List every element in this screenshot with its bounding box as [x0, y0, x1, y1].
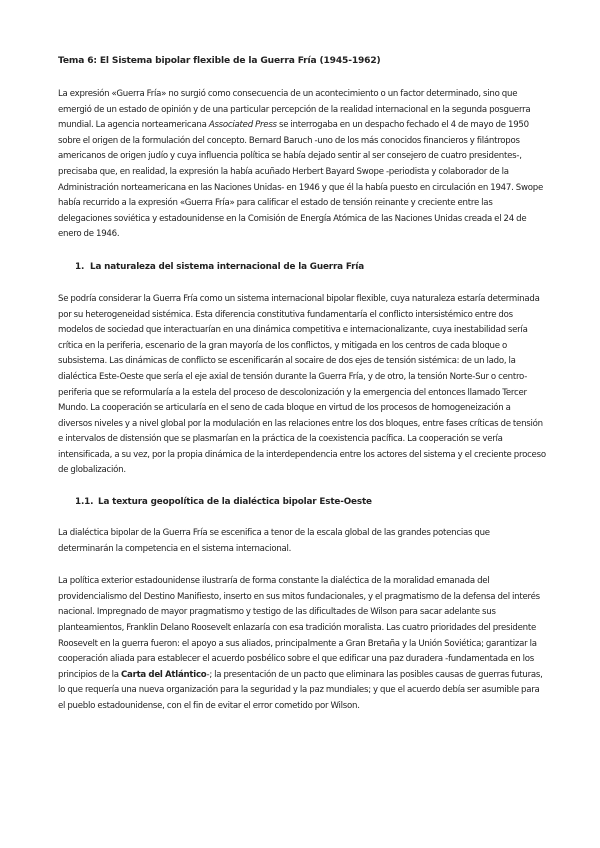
section-1-1-heading-text: La textura geopolítica de la dialéctica bipolar Este-Oeste	[98, 497, 372, 508]
intro-text-part2: se interrogaba en un despacho fechado el 4 de mayo de 1950 sobre el origen de la formulación del concepto. Bernard Baruch -uno de los más conocidos financieros y filántropos americanos de origen judío y cuya influencia política se había dejado sentir al ser consejero de cuatro presidentes-, precisaba que, en realidad, la expresión la había acuñado Herbert Bayard Swope -periodista y colaborador de la Administración norteamericana en las Naciones Unidas- en 1946 y que él la había puesto en circulación en 1947. Swope había recurrido a la expresión «Guerra Fría» para calificar el estado de tensión reinante y creciente entre las delegaciones soviética y estadounidense en la Comisión de Energía Atómica de las Naciones Unidas creada el 24 de enero de 1946.	[58, 120, 543, 240]
section-1-number: 1.	[75, 261, 85, 272]
section-1-1-paragraph-2-part2: -; la presentación de un pacto que eliminara las posibles causas de guerras futuras, lo que requería una nueva organización para la seguridad y la paz mundiales; y que el acuerdo debía ser asumible para el pueblo estadounidense, con el fin de evitar el error cometido por Wilson.	[58, 669, 543, 711]
carta-del-atlantico-text: Carta del Atlántico	[120, 669, 207, 680]
intro-paragraph	[58, 87, 546, 243]
intro-italic-text: Associated Press	[208, 120, 277, 131]
document-body	[58, 54, 546, 715]
section-1-heading	[75, 260, 546, 274]
section-1-1-paragraph-2	[58, 574, 546, 714]
intro-text-part1: La expresión «Guerra Fría» no surgió como consecuencia de un acontecimiento o un factor determinado, sino que emergió de un estado de opinión y de una particular percepción de la realidad internacional en la segunda posguerra mundial. La agencia norteamericana	[58, 89, 531, 131]
section-1-1-paragraph-2-part1: La política exterior estadounidense ilustraría de forma constante la dialéctica de la moralidad emanada del providencialismo del Destino Manifiesto, inserto en sus mitos fundacionales, y el pragmatismo de la defensa del interés nacional. Impregnado de mayor pragmatismo y testigo de las dificultades de Wilson para sacar adelante sus planteamientos, Franklin Delano Roosevelt enlazaría con esa tradición moralista. Las cuatro prioridades del presidente Roosevelt en la guerra fueron: el apoyo a sus aliados, principalmente a Gran Bretaña y la Unión Soviética; garantizar la cooperación aliada para establecer el acuerdo posbélico sobre el que edificar una paz duradera -fundamentada en los principios de la	[58, 576, 540, 680]
document-title: Tema 6: El Sistema bipolar flexible de la Guerra Fría (1945-1962)	[58, 56, 381, 66]
section-1-heading-text: La naturaleza del sistema internacional de la Guerra Fría	[90, 261, 364, 272]
section-1-1-heading	[75, 495, 546, 509]
section-1-1-number: 1.1.	[75, 497, 94, 508]
section-1-1-paragraph-1: La dialéctica bipolar de la Guerra Fría se escenifica a tenor de la escala global de las grandes potencias que determinarán la competencia en el sistema internacional.	[58, 528, 490, 554]
section-1-paragraph: Se podría considerar la Guerra Fría como un sistema internacional bipolar flexible, cuya naturaleza estaría determinada por su heterogeneidad sistémica. Esta diferencia constitutiva fundamentaría el conflicto intersistémico entre dos modelos de sociedad que interactuarían en una dinámica competitiva e internacionalizante, cuya inestabilidad sería crítica en la periferia, escenario de la gran mayoría de los conflictos, y mitigada en los centros de cada bloque o subsistema. Las dinámicas de conflicto se escenificarán al socaire de dos ejes de tensión sistémica: de un lado, la dialéctica Este-Oeste que sería el eje axial de tensión durante la Guerra Fría, y de otro, la tensión Norte-Sur o centro-periferia que se reformularía a la estela del proceso de descolonización y la emergencia del entonces llamado Tercer Mundo. La cooperación se articularía en el seno de cada bloque en virtud de los procesos de homogeneización a diversos niveles y a nivel global por la modulación en las relaciones entre los dos bloques, entre fases críticas de tensión e intervalos de distensión que se plasmarían en la práctica de la coexistencia pacífica. La cooperación se vería intensificada, a su vez, por la propia dinámica de la interdependencia entre los actores del sistema y el creciente proceso de globalización.	[58, 293, 546, 476]
